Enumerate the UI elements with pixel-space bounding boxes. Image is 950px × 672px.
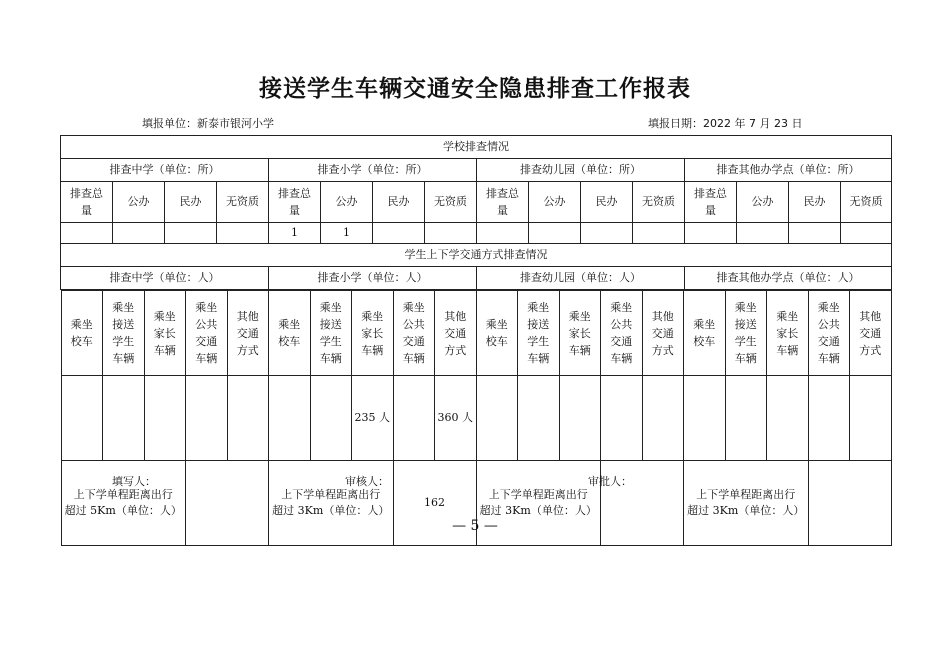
school-value-cell xyxy=(373,223,425,244)
distance-label-primary: 上下学单程距离出行 超过 3Km（单位：人） xyxy=(269,461,394,546)
subheader-other: 其他交通方式 xyxy=(435,291,477,376)
subheader-school-bus: 乘坐校车 xyxy=(269,291,311,376)
subheader-public: 公办 xyxy=(321,182,373,223)
school-value-cell xyxy=(529,223,581,244)
distance-label-middle: 上下学单程距离出行 超过 5Km（单位：人） xyxy=(61,461,186,546)
subheader-private: 民办 xyxy=(581,182,633,223)
school-value-cell xyxy=(685,223,737,244)
traffic-value-cell xyxy=(144,376,186,461)
subheader-shuttle: 乘坐接送学生车辆 xyxy=(518,291,560,376)
subheader-parent-car: 乘坐家长车辆 xyxy=(144,291,186,376)
traffic-value-cell xyxy=(808,376,850,461)
traffic-value-cell xyxy=(850,376,892,461)
subheader-total: 排查总量 xyxy=(61,182,113,223)
traffic-value-cell xyxy=(559,376,601,461)
subheader-public-transit: 乘坐公共交通车辆 xyxy=(393,291,435,376)
traffic-value-cell xyxy=(476,376,518,461)
distance-value-primary: 162 xyxy=(393,461,476,546)
school-group-primary: 排查小学（单位：所） xyxy=(269,159,477,182)
traffic-value-cell xyxy=(61,376,103,461)
school-value-cell xyxy=(789,223,841,244)
subheader-total: 排查总量 xyxy=(269,182,321,223)
traffic-value-cell: 360 人 xyxy=(435,376,477,461)
distance-label-kindergarten: 上下学单程距离出行 超过 3Km（单位：人） xyxy=(476,461,601,546)
traffic-value-cell xyxy=(601,376,643,461)
traffic-value-cell: 235 人 xyxy=(352,376,394,461)
school-value-cell xyxy=(581,223,633,244)
page-number: — 5 — xyxy=(452,518,498,534)
subheader-public: 公办 xyxy=(737,182,789,223)
subheader-public: 公办 xyxy=(529,182,581,223)
school-value-cell xyxy=(425,223,477,244)
school-value-cell xyxy=(165,223,217,244)
subheader-total: 排查总量 xyxy=(685,182,737,223)
school-value-cell xyxy=(477,223,529,244)
school-value-cell xyxy=(217,223,269,244)
traffic-value-cell xyxy=(227,376,269,461)
traffic-value-cell xyxy=(269,376,311,461)
subheader-public-transit: 乘坐公共交通车辆 xyxy=(808,291,850,376)
subheader-total: 排查总量 xyxy=(477,182,529,223)
subheader-other: 其他交通方式 xyxy=(227,291,269,376)
traffic-subheader-grid xyxy=(61,290,892,546)
subheader-parent-car: 乘坐家长车辆 xyxy=(352,291,394,376)
subheader-private: 民办 xyxy=(373,182,425,223)
traffic-group-other: 排查其他办学点（单位：人） xyxy=(685,267,892,290)
traffic-value-cell xyxy=(725,376,767,461)
traffic-value-cell xyxy=(310,376,352,461)
subheader-parent-car: 乘坐家长车辆 xyxy=(767,291,809,376)
subheader-other: 其他交通方式 xyxy=(850,291,892,376)
school-value-cell xyxy=(633,223,685,244)
traffic-section-heading: 学生上下学交通方式排查情况 xyxy=(61,244,892,267)
traffic-value-cell xyxy=(518,376,560,461)
subheader-shuttle: 乘坐接送学生车辆 xyxy=(310,291,352,376)
report-table xyxy=(60,135,892,546)
subheader-unqualified: 无资质 xyxy=(633,182,685,223)
subheader-school-bus: 乘坐校车 xyxy=(684,291,726,376)
subheader-public-transit: 乘坐公共交通车辆 xyxy=(601,291,643,376)
traffic-value-cell xyxy=(684,376,726,461)
school-group-other: 排查其他办学点（单位：所） xyxy=(685,159,892,182)
traffic-value-cell xyxy=(393,376,435,461)
subheader-school-bus: 乘坐校车 xyxy=(61,291,103,376)
school-value-cell xyxy=(737,223,789,244)
subheader-public-transit: 乘坐公共交通车辆 xyxy=(186,291,228,376)
traffic-value-cell xyxy=(103,376,145,461)
school-section-heading: 学校排查情况 xyxy=(61,136,892,159)
subheader-unqualified: 无资质 xyxy=(425,182,477,223)
fill-unit: 填报单位：新泰市银河小学 xyxy=(142,117,274,130)
subheader-parent-car: 乘坐家长车辆 xyxy=(559,291,601,376)
traffic-value-cell xyxy=(186,376,228,461)
subheader-private: 民办 xyxy=(165,182,217,223)
subheader-private: 民办 xyxy=(789,182,841,223)
traffic-value-cell xyxy=(767,376,809,461)
subheader-shuttle: 乘坐接送学生车辆 xyxy=(725,291,767,376)
subheader-school-bus: 乘坐校车 xyxy=(476,291,518,376)
school-group-kindergarten: 排查幼儿园（单位：所） xyxy=(477,159,685,182)
reviewer-label: 审核人： xyxy=(345,475,389,488)
subheader-public: 公办 xyxy=(113,182,165,223)
filler-label: 填写人： xyxy=(112,475,156,488)
school-value-cell xyxy=(61,223,113,244)
school-value-cell xyxy=(841,223,892,244)
subheader-other: 其他交通方式 xyxy=(642,291,684,376)
traffic-value-cell xyxy=(642,376,684,461)
subheader-unqualified: 无资质 xyxy=(217,182,269,223)
school-group-middle: 排查中学（单位：所） xyxy=(61,159,269,182)
traffic-group-middle: 排查中学（单位：人） xyxy=(61,267,269,290)
traffic-group-kindergarten: 排查幼儿园（单位：人） xyxy=(477,267,685,290)
report-title: 接送学生车辆交通安全隐患排查工作报表 xyxy=(259,76,691,102)
school-value-cell: 1 xyxy=(321,223,373,244)
school-value-cell xyxy=(113,223,165,244)
traffic-group-primary: 排查小学（单位：人） xyxy=(269,267,477,290)
approver-label: 审批人： xyxy=(588,475,632,488)
fill-date: 填报日期：2022 年 7 月 23 日 xyxy=(648,117,803,130)
subheader-shuttle: 乘坐接送学生车辆 xyxy=(103,291,145,376)
distance-label-other: 上下学单程距离出行 超过 3Km（单位：人） xyxy=(684,461,809,546)
subheader-unqualified: 无资质 xyxy=(841,182,892,223)
school-value-cell: 1 xyxy=(269,223,321,244)
